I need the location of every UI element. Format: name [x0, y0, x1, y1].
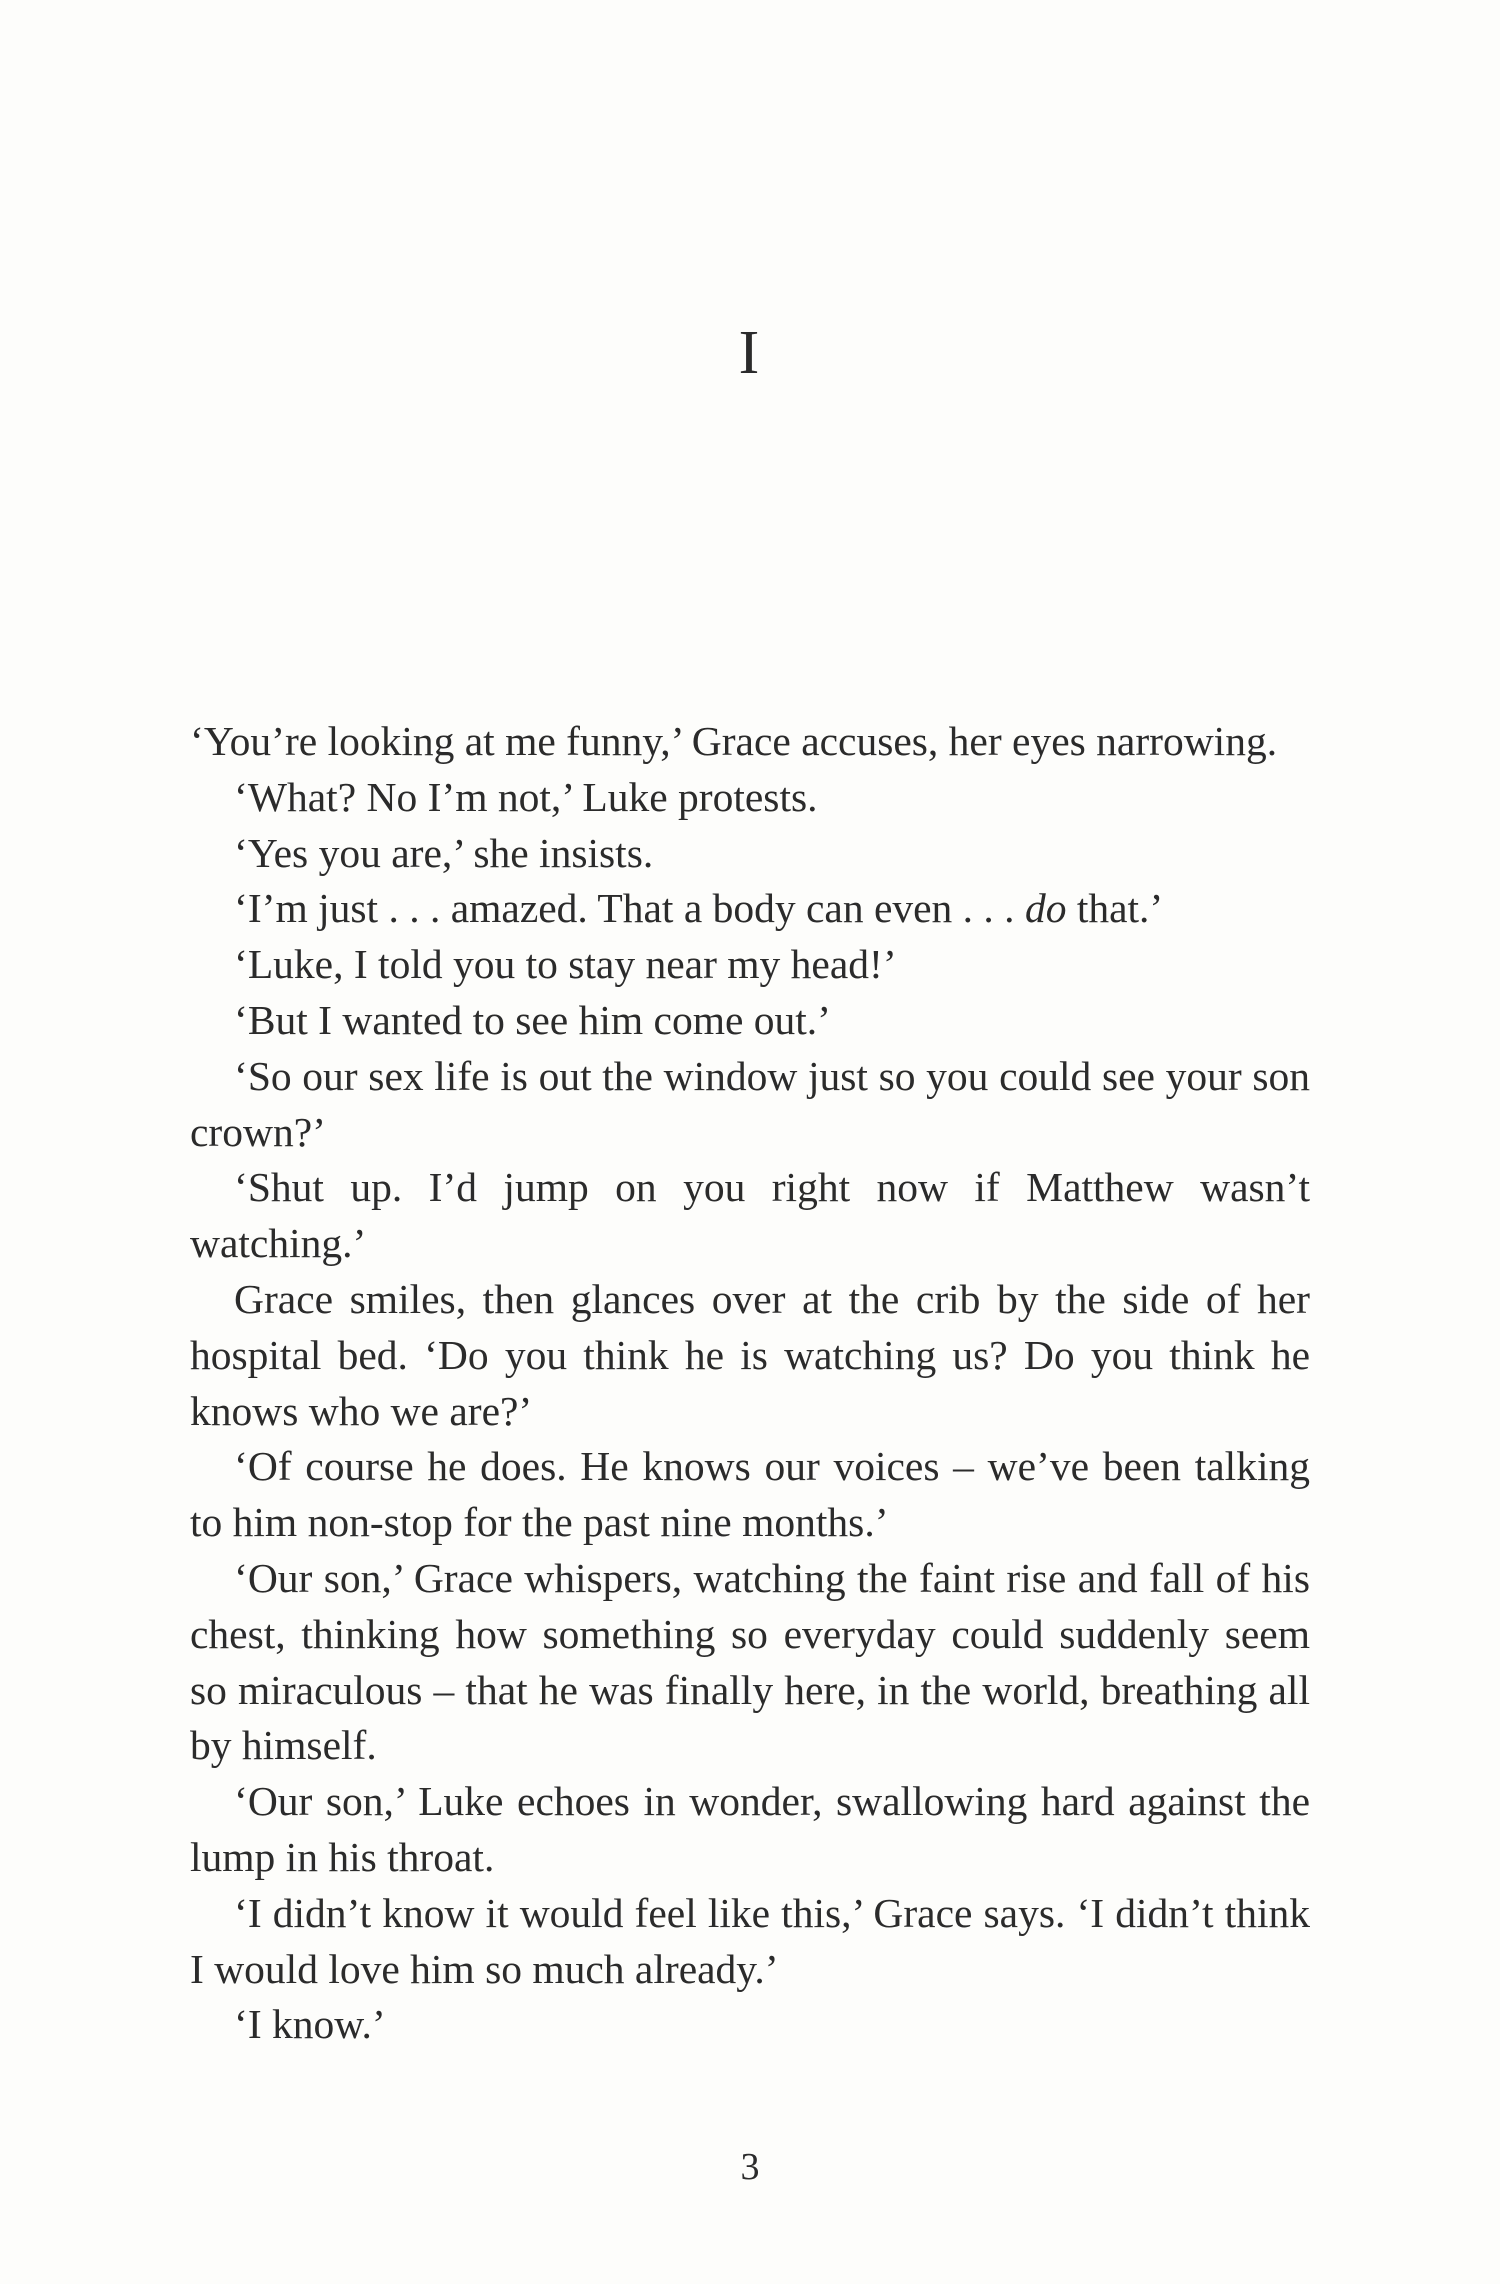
chapter-number: I — [738, 319, 762, 387]
paragraph: Grace smiles, then glances over at the crib by the side of her hospital bed. ‘Do you think he is watching us? Do you think he knows who we are?’ — [190, 1275, 1310, 1434]
paragraph: ‘I know.’ — [234, 2001, 386, 2048]
paragraph: ‘Of course he does. He knows our voices – we’ve been talking to him non-stop for the past nine months.’ — [190, 1443, 1310, 1546]
paragraph: ‘Shut up. I’d jump on you right now if Matthew wasn’t watching.’ — [190, 1164, 1310, 1267]
chapter-body — [190, 714, 1310, 2053]
paragraph: ‘Our son,’ Luke echoes in wonder, swallowing hard against the lump in his throat. — [190, 1778, 1310, 1880]
paragraph — [190, 881, 1310, 937]
paragraph-text-end: that.’ — [1066, 885, 1164, 932]
emphasis-text: do — [1024, 885, 1067, 932]
paragraph: ‘Yes you are,’ she insists. — [234, 829, 654, 876]
paragraph: ‘So our sex life is out the window just so you could see your son crown?’ — [190, 1052, 1310, 1155]
paragraph-text-start: ‘I’m just . . . amazed. That a body can even . . . — [234, 885, 1025, 932]
paragraph: ‘What? No I’m not,’ Luke protests. — [234, 773, 818, 820]
page-number: 3 — [740, 2146, 760, 2188]
paragraph: ‘But I wanted to see him come out.’ — [234, 996, 831, 1043]
paragraph: ‘I didn’t know it would feel like this,’ Grace says. ‘I didn’t think I would love him so much already.’ — [190, 1889, 1310, 1992]
paragraph: ‘Our son,’ Grace whispers, watching the faint rise and fall of his chest, thinking how something so everyday could suddenly seem so miraculous – that he was finally here, in the world, breathing all by himself. — [190, 1554, 1310, 1769]
paragraph: ‘Luke, I told you to stay near my head!’ — [234, 941, 897, 988]
paragraph: ‘You’re looking at me funny,’ Grace accuses, her eyes narrowing. — [190, 718, 1278, 764]
